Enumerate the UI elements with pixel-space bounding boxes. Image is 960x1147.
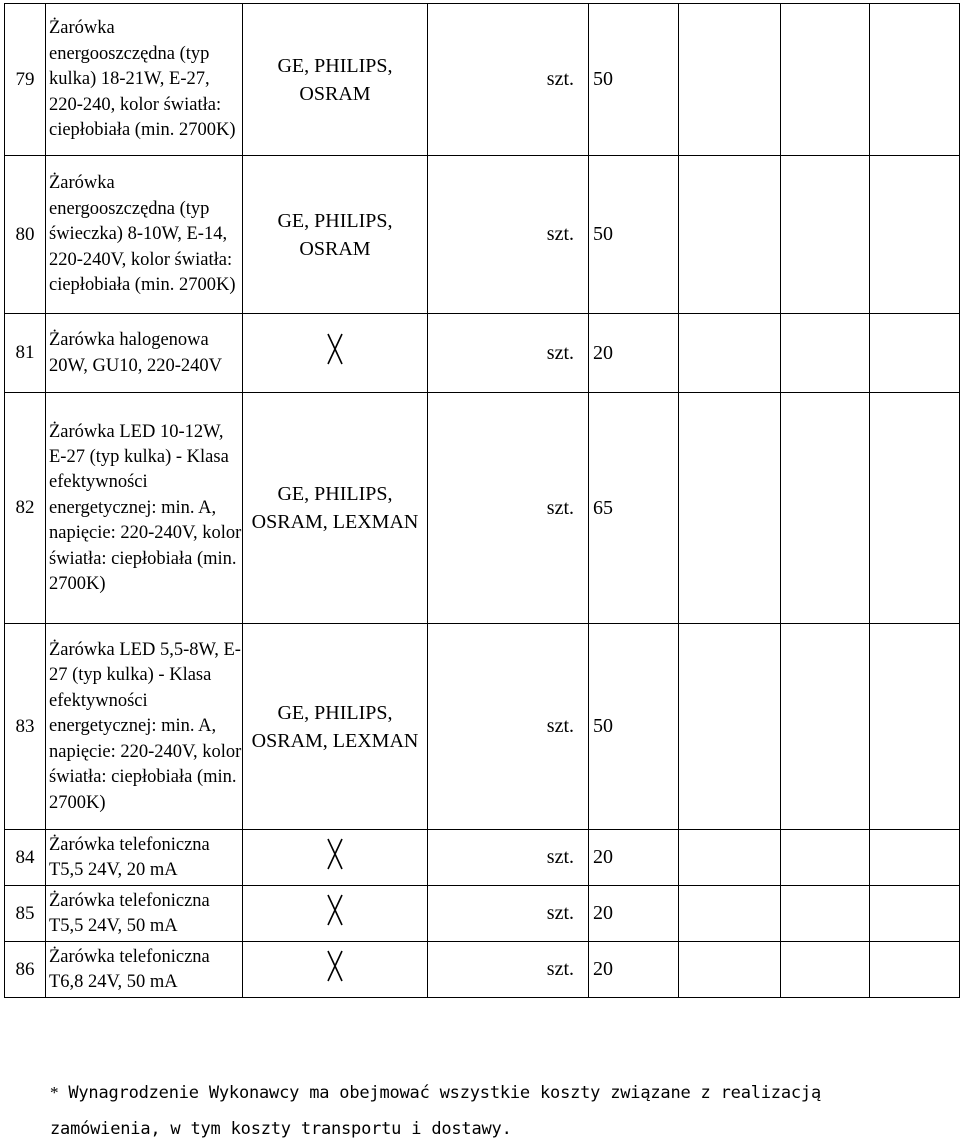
empty-cell — [870, 393, 960, 624]
item-description: Żarówka telefoniczna T5,5 24V, 50 mA — [46, 886, 243, 942]
empty-cell — [781, 156, 870, 314]
cross-out-icon — [325, 332, 345, 366]
table-row — [5, 624, 960, 830]
row-number: 81 — [5, 314, 46, 393]
empty-cell — [679, 886, 781, 942]
row-number: 85 — [5, 886, 46, 942]
empty-cell — [679, 156, 781, 314]
item-description: Żarówka telefoniczna T5,5 24V, 20 mA — [46, 830, 243, 886]
unit: szt. — [428, 314, 589, 393]
unit: szt. — [428, 886, 589, 942]
empty-cell — [781, 830, 870, 886]
empty-cell — [679, 942, 781, 998]
empty-cell — [870, 314, 960, 393]
footnote — [50, 1075, 920, 1147]
empty-cell — [781, 624, 870, 830]
empty-cell — [870, 624, 960, 830]
item-description: Żarówka LED 5,5-8W, E-27 (typ kulka) - Klasa efektywności energetycznej: min. A, napięcie: 220-240V, kolor światła: ciepłobiała (min. 2700K) — [46, 624, 243, 830]
item-description: Żarówka energooszczędna (typ świeczka) 8-10W, E-14, 220-240V, kolor światła: ciepłobiała (min. 2700K) — [46, 156, 243, 314]
cross-out-icon — [325, 893, 345, 927]
unit: szt. — [428, 156, 589, 314]
cross-out-icon — [325, 949, 345, 983]
item-description: Żarówka energooszczędna (typ kulka) 18-21W, E-27, 220-240, kolor światła: ciepłobiała (min. 2700K) — [46, 4, 243, 156]
empty-cell — [679, 4, 781, 156]
unit: szt. — [428, 624, 589, 830]
empty-cell — [781, 314, 870, 393]
table-row — [5, 393, 960, 624]
unit: szt. — [428, 393, 589, 624]
empty-cell — [870, 156, 960, 314]
footnote-text: Wynagrodzenie Wykonawcy ma obejmować wszystkie koszty związane z realizacją zamówienia, w tym koszty transportu i dostawy. — [50, 1083, 821, 1139]
specification-table — [4, 3, 960, 998]
empty-cell — [870, 942, 960, 998]
quantity: 20 — [589, 314, 679, 393]
empty-cell — [781, 942, 870, 998]
empty-cell — [781, 886, 870, 942]
quantity: 20 — [589, 942, 679, 998]
row-number: 79 — [5, 4, 46, 156]
item-description: Żarówka LED 10-12W, E-27 (typ kulka) - Klasa efektywności energetycznej: min. A, napięcie: 220-240V, kolor światła: ciepłobiała (min. 2700K) — [46, 393, 243, 624]
empty-cell — [870, 886, 960, 942]
table-row — [5, 830, 960, 886]
empty-cell — [870, 4, 960, 156]
table-row — [5, 942, 960, 998]
empty-cell — [781, 393, 870, 624]
manufacturer — [243, 886, 428, 942]
empty-cell — [679, 830, 781, 886]
manufacturer: GE, PHILIPS, OSRAM, LEXMAN — [243, 624, 428, 830]
row-number: 84 — [5, 830, 46, 886]
unit: szt. — [428, 830, 589, 886]
quantity: 65 — [589, 393, 679, 624]
table-row — [5, 314, 960, 393]
manufacturer — [243, 314, 428, 393]
empty-cell — [679, 393, 781, 624]
footnote-mark: * — [50, 1083, 59, 1102]
quantity: 20 — [589, 886, 679, 942]
empty-cell — [679, 624, 781, 830]
unit: szt. — [428, 4, 589, 156]
row-number: 86 — [5, 942, 46, 998]
table-row — [5, 156, 960, 314]
row-number: 80 — [5, 156, 46, 314]
quantity: 50 — [589, 4, 679, 156]
item-description: Żarówka telefoniczna T6,8 24V, 50 mA — [46, 942, 243, 998]
table-row — [5, 886, 960, 942]
item-description: Żarówka halogenowa 20W, GU10, 220-240V — [46, 314, 243, 393]
quantity: 50 — [589, 624, 679, 830]
quantity: 50 — [589, 156, 679, 314]
empty-cell — [679, 314, 781, 393]
manufacturer — [243, 830, 428, 886]
quantity: 20 — [589, 830, 679, 886]
empty-cell — [870, 830, 960, 886]
cross-out-icon — [325, 837, 345, 871]
manufacturer — [243, 942, 428, 998]
table-row — [5, 4, 960, 156]
manufacturer: GE, PHILIPS, OSRAM, LEXMAN — [243, 393, 428, 624]
manufacturer: GE, PHILIPS, OSRAM — [243, 4, 428, 156]
row-number: 82 — [5, 393, 46, 624]
manufacturer: GE, PHILIPS, OSRAM — [243, 156, 428, 314]
unit: szt. — [428, 942, 589, 998]
row-number: 83 — [5, 624, 46, 830]
empty-cell — [781, 4, 870, 156]
